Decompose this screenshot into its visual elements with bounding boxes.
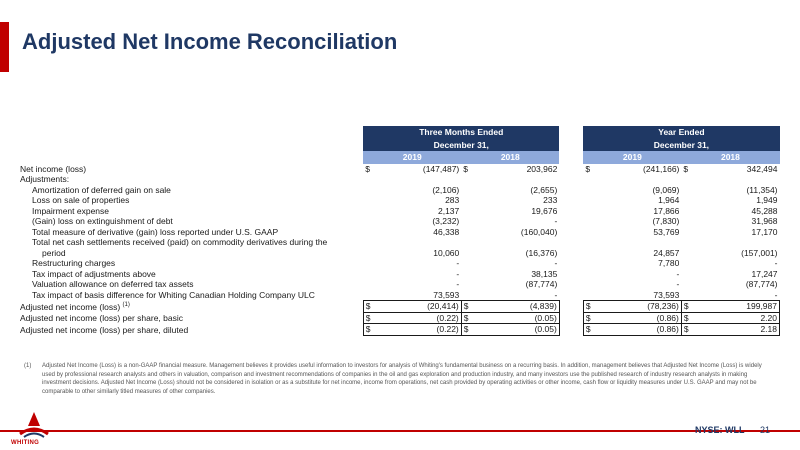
table-row [18, 248, 780, 259]
cell-value: 203,962 [526, 163, 558, 174]
cell-value [593, 237, 681, 248]
year-header: 2019 [583, 151, 681, 164]
cell-value: (0.22) [373, 324, 461, 336]
cell-value: (147,487) [422, 163, 460, 174]
cell-value: - [456, 268, 460, 279]
cell-value [373, 237, 461, 248]
cell-value: - [691, 290, 779, 301]
year-header: 2019 [363, 151, 461, 164]
cell-value: 38,135 [531, 268, 558, 279]
currency-symbol [583, 269, 593, 280]
table-row [18, 290, 780, 301]
currency-symbol: $ [461, 301, 471, 313]
currency-symbol [461, 279, 471, 290]
header-row-date [18, 139, 780, 152]
currency-symbol [583, 248, 593, 259]
group-subheader-year: December 31, [583, 139, 779, 152]
cell-value [471, 174, 559, 185]
currency-symbol [583, 216, 593, 227]
footnote-number: (1) [24, 363, 32, 369]
ticker-symbol: NYSE: WLL [695, 425, 745, 435]
footnote-text: Adjusted Net Income (Loss) is a non-GAAP financial measure. Management believes it provides useful information to investors for analysis of Whiting's fundamental business on a recurring basis. In addition, management believes that Adjusted Net Income (Loss) is widely used by professional research analysts and others in valuation, comparison and investment recommendations of companies in the oil and gas exploration and production industry, and many investors use the published research of industry research analysts in making investment decisions. Adjusted Net Income (Loss) should not be considered in isolation or as a substitute for net income, income from operations, net cash provided by operating activities or other income, cash flow or liquidity measures under U.S. GAAP and may not be comparable to other similarly titled measures of other companies. [42, 363, 762, 395]
currency-symbol [461, 227, 471, 238]
currency-symbol [681, 216, 691, 227]
row-label: Impairment expense [32, 205, 110, 216]
currency-symbol [363, 185, 373, 196]
cell-value: - [774, 258, 778, 268]
table-row [18, 237, 780, 248]
currency-symbol [681, 174, 691, 185]
row-label: Loss on sale of properties [32, 195, 130, 205]
currency-symbol [363, 237, 373, 248]
cell-value: 342,494 [746, 163, 778, 174]
currency-symbol [363, 269, 373, 280]
row-label: Valuation allowance on deferred tax assets [32, 279, 194, 289]
cell-value: 24,857 [653, 247, 680, 258]
table-row [18, 324, 780, 336]
year-header: 2018 [681, 151, 779, 164]
cell-value: 19,676 [531, 205, 558, 216]
currency-symbol [461, 206, 471, 217]
row-label: Total net cash settlements received (paid) on commodity derivatives during the [32, 237, 328, 247]
currency-symbol [681, 248, 691, 259]
table-row [18, 206, 780, 217]
footnote-marker: (1) [122, 301, 130, 308]
currency-symbol: $ [363, 312, 373, 324]
cell-value: (157,001) [741, 247, 778, 258]
currency-symbol: $ [363, 324, 373, 336]
page-number: 21 [760, 425, 771, 435]
logo-wordmark: WHITING [11, 440, 40, 446]
cell-value: 1,964 [658, 195, 680, 205]
currency-symbol [583, 290, 593, 301]
currency-symbol [681, 258, 691, 269]
cell-value: (2,655) [530, 184, 558, 195]
footer-rule [0, 430, 800, 432]
cell-value: 199,987 [691, 301, 779, 313]
cell-value: 53,769 [653, 226, 680, 237]
cell-value: - [676, 279, 680, 289]
currency-symbol [583, 227, 593, 238]
currency-symbol [583, 279, 593, 290]
row-label: Total measure of derivative (gain) loss reported under U.S. GAAP [32, 226, 279, 237]
currency-symbol: $ [583, 301, 593, 313]
currency-symbol: $ [365, 163, 370, 174]
table-row [18, 174, 780, 185]
reconciliation-table [18, 126, 780, 336]
row-label: Tax impact of basis difference for Whiting Canadian Holding Company ULC [32, 290, 315, 300]
currency-symbol [461, 237, 471, 248]
cell-value: (16,376) [525, 247, 558, 258]
cell-value: (2,106) [432, 184, 460, 195]
row-label: Adjusted net income (loss) per share, basic [20, 313, 183, 323]
currency-symbol: $ [585, 163, 591, 174]
row-label: Adjusted net income (loss) per share, diluted [20, 324, 189, 335]
cell-value: (20,414) [373, 301, 461, 313]
currency-symbol [363, 248, 373, 259]
cell-value: 2,137 [437, 205, 460, 216]
cell-value: 45,288 [751, 205, 778, 216]
cell-value [691, 174, 779, 185]
row-label: Adjusted net income (loss) $^{(1)}$ [20, 301, 130, 312]
cell-value: - [676, 268, 680, 279]
cell-value: 17,247 [751, 268, 778, 279]
cell-value: 17,170 [751, 226, 778, 237]
row-label: Restructuring charges [32, 258, 116, 268]
cell-value: 283 [445, 195, 460, 205]
currency-symbol [461, 216, 471, 227]
cell-value: 10,060 [433, 247, 460, 258]
cell-value: (78,236) [593, 301, 681, 313]
currency-symbol [681, 290, 691, 301]
currency-symbol [681, 206, 691, 217]
currency-symbol [363, 174, 373, 185]
group-subheader-three-months: December 31, [363, 139, 559, 152]
cell-value: (160,040) [520, 226, 558, 237]
currency-symbol [461, 258, 471, 269]
currency-symbol [461, 269, 471, 280]
currency-symbol [583, 206, 593, 217]
cell-value: 46,338 [433, 226, 460, 237]
cell-value [373, 174, 461, 185]
cell-value: (0.05) [471, 324, 559, 336]
currency-symbol: $ [461, 312, 471, 324]
row-label: period [42, 247, 66, 258]
group-header-three-months: Three Months Ended [363, 126, 559, 139]
currency-symbol [681, 237, 691, 248]
table-row [18, 185, 780, 196]
cell-value: - [471, 290, 559, 301]
cell-value: - [456, 279, 460, 289]
cell-value [593, 174, 681, 185]
cell-value: 1,949 [756, 195, 778, 205]
table-row [18, 312, 780, 324]
row-label: (Gain) loss on extinguishment of debt [32, 216, 173, 226]
currency-symbol [681, 227, 691, 238]
table-body [18, 164, 780, 336]
cell-value: (4,839) [471, 301, 559, 313]
cell-value: (7,830) [652, 216, 680, 226]
cell-value: (3,232) [432, 216, 460, 226]
cell-value: (0.22) [373, 312, 461, 324]
row-label: Amortization of deferred gain on sale [32, 184, 171, 195]
currency-symbol: $ [681, 301, 691, 313]
cell-value: 7,780 [658, 258, 680, 268]
currency-symbol [363, 216, 373, 227]
currency-symbol [681, 269, 691, 280]
cell-value: - [554, 216, 558, 226]
currency-symbol [583, 237, 593, 248]
cell-value: 233 [543, 195, 558, 205]
title-accent-bar [0, 22, 9, 72]
cell-value: 17,866 [653, 205, 680, 216]
cell-value: 2.18 [691, 324, 779, 336]
currency-symbol [363, 227, 373, 238]
cell-value: 73,593 [593, 290, 681, 301]
header-row-period [18, 126, 780, 139]
cell-value: (0.86) [593, 312, 681, 324]
header-row-years [18, 151, 780, 164]
row-label: Net income (loss) [20, 163, 87, 174]
table-row [18, 301, 780, 313]
currency-symbol [363, 195, 373, 206]
cell-value: (0.05) [471, 312, 559, 324]
currency-symbol [363, 258, 373, 269]
currency-symbol [583, 185, 593, 196]
cell-value: (11,354) [746, 184, 778, 195]
currency-symbol [681, 279, 691, 290]
currency-symbol [583, 174, 593, 185]
currency-symbol [461, 248, 471, 259]
table-row [18, 195, 780, 206]
currency-symbol [681, 195, 691, 206]
currency-symbol [583, 195, 593, 206]
cell-value: - [456, 258, 460, 268]
table-row [18, 227, 780, 238]
cell-value: 31,968 [751, 216, 778, 226]
row-label: Adjustments: [20, 174, 70, 184]
currency-symbol [461, 174, 471, 185]
cell-value: (241,166) [642, 163, 680, 174]
table-row [18, 279, 780, 290]
currency-symbol: $ [681, 324, 691, 336]
cell-value [691, 237, 779, 248]
currency-symbol [363, 206, 373, 217]
cell-value: (9,069) [652, 184, 680, 195]
currency-symbol [681, 185, 691, 196]
currency-symbol [363, 290, 373, 301]
currency-symbol: $ [461, 324, 471, 336]
currency-symbol: $ [583, 312, 593, 324]
currency-symbol [461, 195, 471, 206]
cell-value: (0.86) [593, 324, 681, 336]
cell-value: (87,774) [745, 279, 778, 289]
currency-symbol [363, 279, 373, 290]
table-row [18, 269, 780, 280]
currency-symbol: $ [363, 301, 373, 313]
cell-value [471, 237, 559, 248]
cell-value: - [554, 258, 558, 268]
footnote [24, 362, 774, 396]
year-header: 2018 [461, 151, 559, 164]
currency-symbol: $ [681, 312, 691, 324]
cell-value: 73,593 [373, 290, 461, 301]
currency-symbol [583, 258, 593, 269]
currency-symbol [461, 185, 471, 196]
table-row [18, 164, 780, 175]
table-row [18, 216, 780, 227]
slide-title: Adjusted Net Income Reconciliation [22, 29, 398, 54]
currency-symbol [461, 290, 471, 301]
currency-symbol: $ [583, 324, 593, 336]
cell-value: 2.20 [691, 312, 779, 324]
table-row [18, 258, 780, 269]
group-header-year: Year Ended [583, 126, 779, 139]
row-label: Tax impact of adjustments above [32, 268, 156, 279]
cell-value: (87,774) [525, 279, 558, 289]
currency-symbol: $ [463, 163, 468, 174]
currency-symbol: $ [683, 163, 689, 174]
